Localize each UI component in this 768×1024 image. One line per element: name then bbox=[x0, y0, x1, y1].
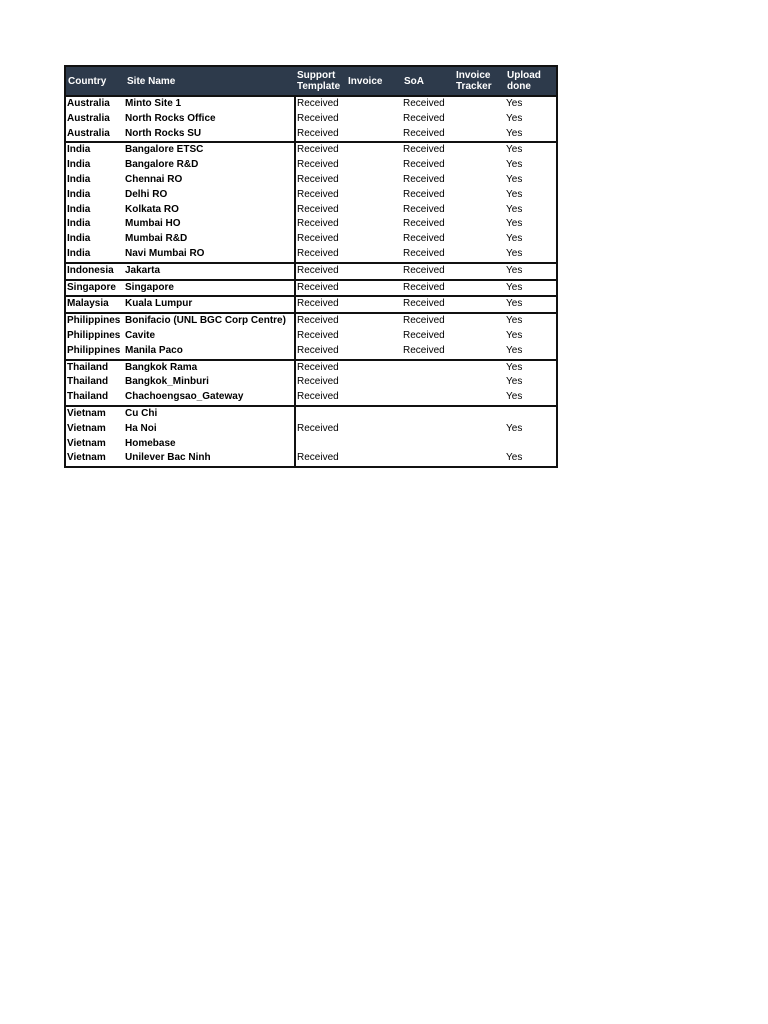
cell-soa bbox=[402, 437, 454, 452]
cell-invoice-tracker bbox=[454, 188, 505, 203]
cell-support-template: Received bbox=[295, 203, 346, 218]
cell-support-template: Received bbox=[295, 451, 346, 466]
cell-country: Singapore bbox=[66, 280, 125, 297]
cell-invoice bbox=[346, 451, 402, 466]
cell-support-template: Received bbox=[295, 329, 346, 344]
header-site-name: Site Name bbox=[125, 67, 295, 96]
cell-upload-done: Yes bbox=[506, 452, 523, 464]
cell-upload-done: Yes bbox=[506, 391, 523, 403]
cell-upload-done: Yes bbox=[506, 218, 523, 230]
cell-country: India bbox=[67, 188, 91, 200]
cell-support-template: Received bbox=[295, 142, 346, 158]
cell-upload-done: Yes bbox=[505, 313, 556, 329]
cell-invoice bbox=[346, 203, 402, 218]
cell-country: Vietnam bbox=[66, 406, 125, 422]
cell-invoice bbox=[346, 422, 402, 437]
table-row bbox=[66, 437, 556, 452]
table-row bbox=[66, 158, 556, 173]
cell-country: Philippines bbox=[67, 329, 121, 341]
cell-soa: Received bbox=[403, 159, 445, 171]
cell-country: Philippines bbox=[66, 313, 125, 329]
cell-invoice bbox=[346, 112, 402, 127]
header-upload-done bbox=[505, 67, 556, 96]
cell-site-name: North Rocks SU bbox=[125, 127, 202, 139]
cell-invoice bbox=[346, 188, 402, 203]
cell-soa: Received bbox=[403, 173, 445, 185]
cell-invoice bbox=[346, 158, 402, 173]
header-country: Country bbox=[66, 67, 125, 96]
table-header bbox=[66, 67, 556, 96]
table-row bbox=[66, 173, 556, 188]
cell-site-name: Cu Chi bbox=[125, 406, 295, 422]
table-row bbox=[66, 451, 556, 466]
cell-upload-done: Yes bbox=[506, 233, 523, 245]
cell-site-name: Chachoengsao_Gateway bbox=[125, 391, 244, 403]
cell-soa bbox=[402, 375, 454, 390]
table-row bbox=[66, 112, 556, 127]
cell-soa bbox=[402, 360, 454, 376]
header-support-template bbox=[295, 67, 346, 96]
table-row bbox=[66, 313, 556, 329]
cell-country: Thailand bbox=[67, 391, 109, 403]
cell-upload-done: Yes bbox=[506, 247, 523, 259]
cell-soa: Received bbox=[402, 263, 454, 280]
cell-invoice-tracker bbox=[454, 247, 505, 263]
cell-support-template: Received bbox=[295, 96, 346, 112]
cell-soa: Received bbox=[403, 112, 445, 124]
cell-country: Vietnam bbox=[67, 437, 106, 449]
cell-country: Australia bbox=[67, 112, 110, 124]
cell-country: Vietnam bbox=[67, 452, 106, 464]
cell-invoice-tracker bbox=[454, 375, 505, 390]
table-row bbox=[66, 422, 556, 437]
table-row bbox=[66, 329, 556, 344]
cell-upload-done: Yes bbox=[506, 329, 523, 341]
header-invoice-tracker-line1: Invoice bbox=[456, 70, 491, 81]
cell-invoice bbox=[346, 96, 402, 112]
cell-soa bbox=[402, 422, 454, 437]
cell-soa: Received bbox=[402, 296, 454, 313]
table-row bbox=[66, 280, 556, 297]
cell-invoice-tracker bbox=[454, 390, 505, 406]
cell-upload-done: Yes bbox=[506, 112, 523, 124]
cell-invoice bbox=[346, 329, 402, 344]
cell-soa: Received bbox=[403, 218, 445, 230]
cell-upload-done: Yes bbox=[505, 360, 556, 376]
cell-support-template: Received bbox=[295, 247, 346, 263]
cell-invoice-tracker bbox=[454, 360, 505, 376]
cell-invoice bbox=[346, 232, 402, 247]
cell-support-template: Received bbox=[295, 422, 346, 437]
cell-support-template: Received bbox=[295, 158, 346, 173]
header-upload-done-line1: Upload bbox=[507, 70, 541, 81]
cell-country: India bbox=[67, 173, 91, 185]
cell-support-template bbox=[295, 406, 346, 422]
cell-site-name: Bonifacio (UNL BGC Corp Centre) bbox=[125, 313, 295, 329]
cell-upload-done: Yes bbox=[506, 376, 523, 388]
cell-upload-done: Yes bbox=[506, 422, 523, 434]
table-row bbox=[66, 344, 556, 360]
cell-invoice-tracker bbox=[454, 451, 505, 466]
cell-invoice-tracker bbox=[454, 112, 505, 127]
cell-invoice-tracker bbox=[454, 142, 505, 158]
cell-invoice-tracker bbox=[454, 173, 505, 188]
cell-support-template: Received bbox=[295, 360, 346, 376]
table-row bbox=[66, 217, 556, 232]
cell-support-template: Received bbox=[295, 173, 346, 188]
cell-invoice bbox=[346, 173, 402, 188]
header-upload-done-line2: done bbox=[507, 81, 531, 92]
cell-country: Australia bbox=[67, 127, 110, 139]
cell-support-template: Received bbox=[295, 188, 346, 203]
cell-site-name: Unilever Bac Ninh bbox=[125, 452, 211, 464]
table-row bbox=[66, 296, 556, 313]
cell-country: India bbox=[67, 247, 91, 259]
cell-site-name: Bangalore R&D bbox=[125, 159, 199, 171]
cell-invoice-tracker bbox=[454, 217, 505, 232]
cell-support-template: Received bbox=[295, 217, 346, 232]
cell-support-template: Received bbox=[295, 280, 346, 297]
cell-country: Indonesia bbox=[66, 263, 125, 280]
cell-site-name: Cavite bbox=[125, 329, 156, 341]
cell-upload-done: Yes bbox=[506, 159, 523, 171]
cell-soa: Received bbox=[403, 329, 445, 341]
cell-site-name: Bangalore ETSC bbox=[125, 142, 295, 158]
cell-invoice-tracker bbox=[454, 406, 505, 422]
table-row bbox=[66, 390, 556, 406]
cell-country: Malaysia bbox=[66, 296, 125, 313]
cell-invoice-tracker bbox=[454, 203, 505, 218]
cell-site-name: Kuala Lumpur bbox=[125, 296, 295, 313]
cell-site-name: Kolkata RO bbox=[125, 203, 179, 215]
cell-upload-done: Yes bbox=[506, 127, 523, 139]
cell-upload-done bbox=[505, 406, 556, 422]
cell-invoice bbox=[346, 360, 402, 376]
cell-soa: Received bbox=[403, 344, 445, 356]
cell-invoice bbox=[346, 142, 402, 158]
cell-invoice-tracker bbox=[454, 344, 505, 360]
status-table bbox=[66, 67, 556, 466]
table-row bbox=[66, 142, 556, 158]
cell-site-name: Navi Mumbai RO bbox=[125, 247, 205, 259]
cell-site-name: Singapore bbox=[125, 280, 295, 297]
cell-country: India bbox=[66, 142, 125, 158]
table-row bbox=[66, 127, 556, 143]
header-invoice-tracker-line2: Tracker bbox=[456, 81, 492, 92]
cell-support-template: Received bbox=[295, 375, 346, 390]
cell-soa: Received bbox=[403, 233, 445, 245]
header-invoice-tracker bbox=[454, 67, 505, 96]
status-table-container bbox=[64, 65, 558, 468]
table-row bbox=[66, 232, 556, 247]
cell-site-name: Bangkok Rama bbox=[125, 360, 295, 376]
cell-soa: Received bbox=[402, 280, 454, 297]
cell-upload-done: Yes bbox=[505, 142, 556, 158]
cell-support-template: Received bbox=[295, 313, 346, 329]
header-soa: SoA bbox=[402, 67, 454, 96]
cell-invoice bbox=[346, 437, 402, 452]
cell-invoice bbox=[346, 263, 402, 280]
table-row bbox=[66, 188, 556, 203]
cell-soa bbox=[402, 406, 454, 422]
cell-soa: Received bbox=[403, 98, 445, 109]
cell-support-template: Received bbox=[295, 344, 346, 360]
cell-invoice-tracker bbox=[454, 422, 505, 437]
cell-country: India bbox=[67, 203, 91, 215]
table-row bbox=[66, 375, 556, 390]
cell-invoice bbox=[346, 375, 402, 390]
cell-invoice-tracker bbox=[454, 158, 505, 173]
cell-invoice bbox=[346, 406, 402, 422]
cell-country: India bbox=[67, 218, 91, 230]
cell-invoice bbox=[346, 344, 402, 360]
cell-invoice-tracker bbox=[454, 313, 505, 329]
cell-country: Thailand bbox=[66, 360, 125, 376]
cell-site-name: Bangkok_Minburi bbox=[125, 376, 209, 388]
cell-invoice-tracker bbox=[454, 127, 505, 143]
cell-soa: Received bbox=[403, 188, 445, 200]
cell-country: Vietnam bbox=[67, 422, 106, 434]
cell-soa: Received bbox=[402, 313, 454, 329]
cell-site-name: Minto Site 1 bbox=[125, 98, 182, 109]
cell-country: Australia bbox=[67, 98, 110, 109]
cell-site-name: Chennai RO bbox=[125, 173, 183, 185]
cell-invoice bbox=[346, 127, 402, 143]
cell-site-name: Ha Noi bbox=[125, 422, 157, 434]
cell-soa: Received bbox=[403, 247, 445, 259]
cell-support-template: Received bbox=[295, 112, 346, 127]
cell-site-name: Manila Paco bbox=[125, 344, 183, 356]
cell-site-name: Delhi RO bbox=[125, 188, 168, 200]
cell-invoice-tracker bbox=[454, 280, 505, 297]
cell-invoice-tracker bbox=[454, 263, 505, 280]
cell-site-name: Mumbai HO bbox=[125, 218, 181, 230]
cell-upload-done: Yes bbox=[506, 203, 523, 215]
table-row bbox=[66, 247, 556, 263]
cell-site-name: Homebase bbox=[125, 437, 176, 449]
cell-country: Philippines bbox=[67, 344, 121, 356]
cell-country: India bbox=[67, 159, 91, 171]
cell-invoice bbox=[346, 217, 402, 232]
cell-support-template: Received bbox=[295, 127, 346, 143]
cell-invoice bbox=[346, 296, 402, 313]
cell-upload-done: Yes bbox=[505, 263, 556, 280]
cell-support-template: Received bbox=[295, 296, 346, 313]
cell-invoice-tracker bbox=[454, 232, 505, 247]
cell-country: Thailand bbox=[67, 376, 109, 388]
cell-site-name: Mumbai R&D bbox=[125, 233, 188, 245]
cell-soa: Received bbox=[403, 203, 445, 215]
cell-upload-done: Yes bbox=[506, 344, 523, 356]
cell-site-name: North Rocks Office bbox=[125, 112, 216, 124]
cell-invoice-tracker bbox=[454, 437, 505, 452]
table-row bbox=[66, 360, 556, 376]
cell-support-template: Received bbox=[295, 232, 346, 247]
cell-upload-done bbox=[505, 437, 556, 452]
cell-support-template: Received bbox=[295, 263, 346, 280]
cell-invoice bbox=[346, 247, 402, 263]
cell-upload-done: Yes bbox=[506, 98, 523, 109]
cell-upload-done: Yes bbox=[506, 188, 523, 200]
cell-soa: Received bbox=[402, 142, 454, 158]
cell-invoice bbox=[346, 313, 402, 329]
table-row bbox=[66, 263, 556, 280]
header-support-template-line1: Support bbox=[297, 70, 336, 81]
table-body bbox=[66, 96, 556, 466]
cell-upload-done: Yes bbox=[506, 173, 523, 185]
header-row bbox=[66, 67, 556, 96]
cell-soa bbox=[402, 390, 454, 406]
cell-soa bbox=[402, 451, 454, 466]
cell-soa: Received bbox=[403, 127, 445, 139]
cell-support-template bbox=[295, 437, 346, 452]
cell-site-name: Jakarta bbox=[125, 263, 295, 280]
cell-upload-done: Yes bbox=[505, 296, 556, 313]
cell-country: India bbox=[67, 233, 91, 245]
table-row bbox=[66, 203, 556, 218]
table-row bbox=[66, 406, 556, 422]
cell-invoice-tracker bbox=[454, 296, 505, 313]
header-invoice: Invoice bbox=[346, 67, 402, 96]
cell-invoice bbox=[346, 390, 402, 406]
cell-upload-done: Yes bbox=[505, 280, 556, 297]
cell-support-template: Received bbox=[295, 390, 346, 406]
cell-invoice-tracker bbox=[454, 329, 505, 344]
cell-invoice-tracker bbox=[454, 96, 505, 112]
cell-invoice bbox=[346, 280, 402, 297]
header-support-template-line2: Template bbox=[297, 81, 341, 92]
table-row bbox=[66, 96, 556, 112]
